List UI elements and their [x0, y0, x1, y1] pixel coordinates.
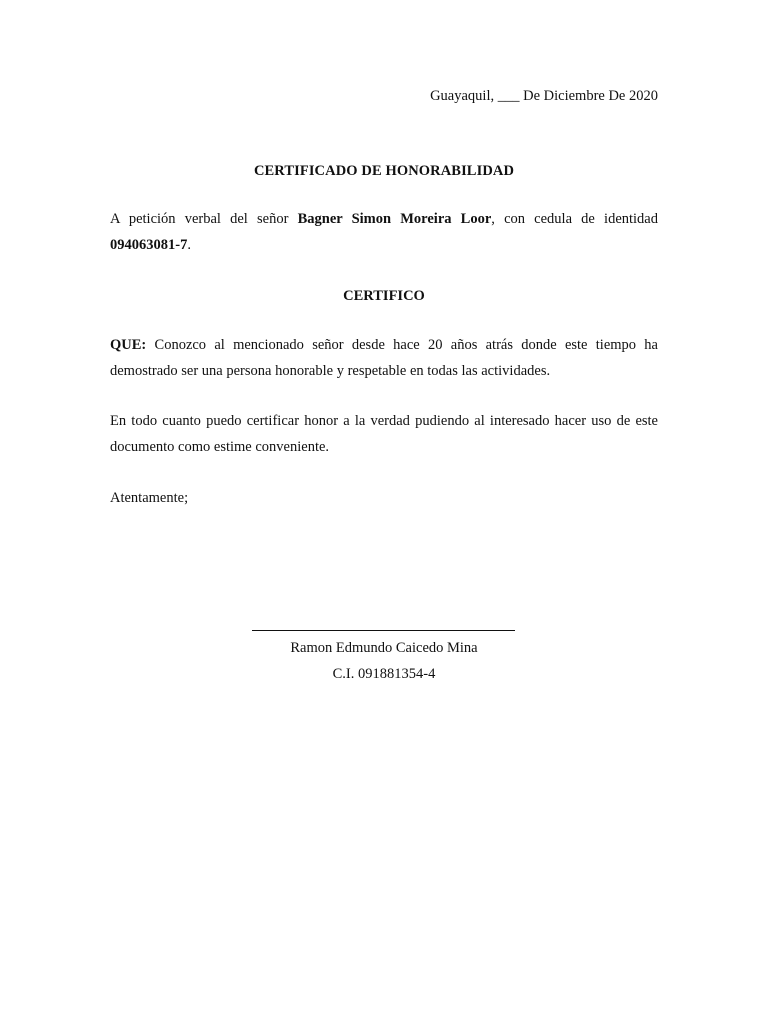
intro-prefix: A petición verbal del señor [110, 211, 298, 227]
intro-middle: , con cedula de identidad [491, 211, 658, 227]
applicant-id-number: 094063081-7 [110, 236, 188, 253]
signature-line [252, 630, 515, 631]
certification-paragraph: En todo cuanto puedo certificar honor a la verdad pudiendo al interesado hacer uso de este documento como estime conveniente. [110, 413, 658, 455]
closing-text: Atentamente; [110, 490, 189, 506]
date-line: Guayaquil, ___ De Diciembre De 2020 [430, 88, 658, 104]
applicant-name: Bagner Simon Moreira Loor [297, 211, 492, 227]
signatory-id: C.I. 091881354-4 [332, 666, 436, 682]
intro-paragraph [110, 207, 658, 258]
statement-label: QUE: [110, 337, 147, 353]
intro-suffix: . [187, 236, 191, 253]
section-heading: CERTIFICO [343, 288, 425, 304]
statement-text: Conozco al mencionado señor desde hace 20 años atrás donde este tiempo ha demostrado ser una persona honorable y respetable en todas las actividades. [110, 337, 658, 379]
signatory-name: Ramon Edmundo Caicedo Mina [290, 640, 478, 656]
document-title: CERTIFICADO DE HONORABILIDAD [253, 163, 515, 179]
statement-paragraph [110, 333, 658, 384]
